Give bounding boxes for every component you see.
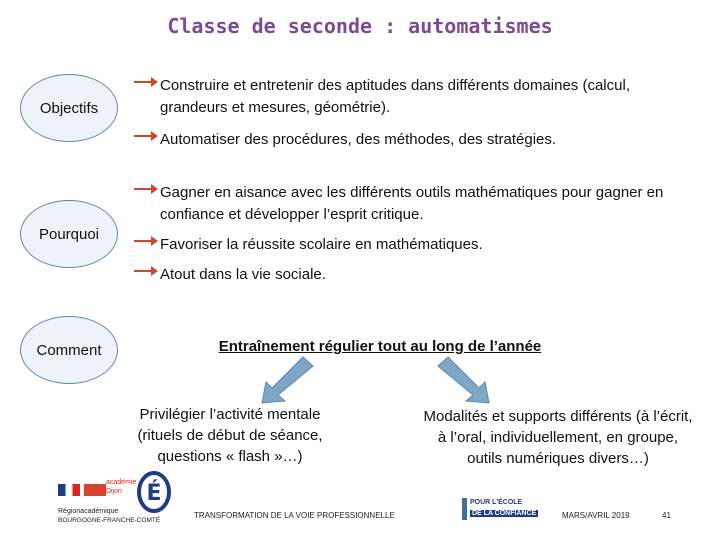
ecole-mark-icon: [462, 498, 467, 520]
svg-text:É: É: [146, 481, 162, 506]
ecole-line-1: POUR L'ÉCOLE: [470, 499, 523, 506]
ecole-confiance-logo: [462, 496, 552, 522]
arrow-icon: [134, 135, 152, 137]
pourquoi-label: Pourquoi: [38, 225, 100, 243]
down-left-arrow-icon: [262, 357, 313, 403]
pourquoi-item-2: Favoriser la réussite scolaire en mathématiques.: [160, 236, 483, 253]
arrow-icon: [134, 81, 152, 83]
region-line-1: Régionacadémique: [58, 508, 119, 515]
e-logo-icon: [136, 470, 172, 514]
objectifs-item-2: Automatiser des procédures, des méthodes, des stratégies.: [160, 131, 557, 148]
diagonal-arrows: [250, 355, 510, 405]
comment-right-text: Modalités et supports différents (à l’écrit, à l’oral, individuellement, en groupe, outils numériques divers…): [423, 408, 693, 467]
pourquoi-item-1: Gagner en aisance avec les différents outils mathématiques pour gagner en confiance et développer l’esprit critique.: [160, 184, 664, 223]
footer-center-text: TRANSFORMATION DE LA VOIE PROFESSIONNELLE: [194, 511, 395, 520]
comment-label: Comment: [36, 341, 102, 359]
objectifs-item-1: Construire et entretenir des aptitudes dans différents domaines (calcul, grandeurs et mesures, géométrie).: [160, 77, 630, 116]
page-number: 41: [662, 511, 671, 520]
arrow-icon: [134, 240, 152, 242]
pourquoi-bubble: [20, 200, 118, 268]
ecole-line-2: DE LA CONFIANCE: [472, 510, 537, 517]
comment-bubble: [20, 316, 118, 384]
comment-left-text: Privilégier l’activité mentale (rituels de début de séance, questions « flash »…): [137, 406, 323, 465]
academie-logo: [106, 470, 170, 514]
arrow-icon: [134, 188, 152, 190]
comment-headline: Entraînement régulier tout au long de l’année: [218, 338, 542, 355]
pourquoi-item-3: Atout dans la vie sociale.: [160, 266, 326, 283]
down-right-arrow-icon: [438, 357, 489, 403]
footer-date: MARS/AVRIL 2019: [562, 511, 630, 520]
arrow-icon: [134, 270, 152, 272]
region-line-2: BOURGOGNE-FRANCHE-COMTÉ: [58, 517, 161, 524]
academie-name: académie Dijon: [106, 479, 137, 495]
objectifs-bubble: [20, 74, 118, 142]
region-mark-icon: [84, 484, 106, 496]
objectifs-label: Objectifs: [39, 99, 99, 117]
page-title: Classe de seconde : automatismes: [167, 14, 553, 38]
marianne-flag-icon: [58, 484, 80, 496]
